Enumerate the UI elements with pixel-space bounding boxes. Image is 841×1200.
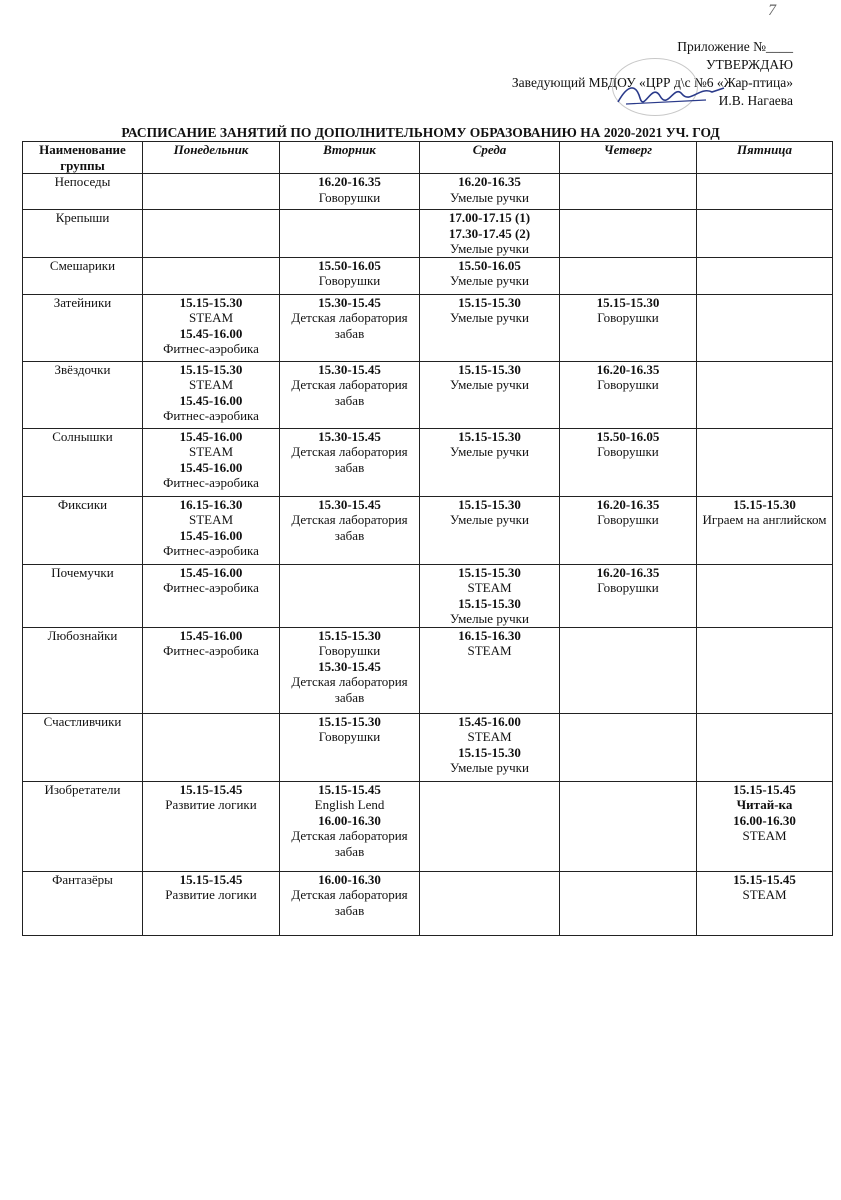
lesson-time: 16.00-16.30 [733,812,796,828]
lesson-time: 15.50-16.05 [458,257,521,273]
lesson-time: 16.00-16.30 [318,812,381,828]
schedule-cell [697,294,833,361]
group-name-cell: Смешарики [23,257,143,294]
lesson-name: Детская лаборатория забав [291,377,408,408]
lesson-time: 15.15-15.30 [458,428,521,444]
schedule-cell [143,257,280,294]
lesson-time: 16.00-16.30 [318,871,381,887]
lesson-time: 15.45-16.00 [179,527,243,543]
lesson-name: Умелые ручки [450,611,529,626]
schedule-cell [560,627,697,713]
lesson-time: 15.15-15.30 [733,496,796,512]
schedule-cell [560,210,697,258]
schedule-cell [697,210,833,258]
lesson-name: Говорушки [597,580,659,595]
lesson-name: Говорушки [597,512,659,527]
group-name-cell: Любознайки [23,627,143,713]
schedule-cell [697,496,833,564]
lesson-time: 16.20-16.35 [596,496,660,512]
page-number-mark: 7 [768,2,776,19]
schedule-cell [420,294,560,361]
schedule-cell [420,428,560,496]
schedule-cell [280,713,420,781]
group-name-cell: Солнышки [23,428,143,496]
schedule-cell [280,361,420,428]
lesson-time: 16.20-16.35 [596,361,660,377]
lesson-name: Играем на английском [702,512,827,527]
lesson-time: 15.15-15.45 [179,871,243,887]
schedule-cell [420,627,560,713]
lesson-name: Говорушки [597,444,659,459]
group-name-cell: Крепыши [23,210,143,258]
lesson-name: Говорушки [318,189,381,205]
schedule-cell [420,564,560,627]
lesson-time: 15.30-15.45 [318,658,381,674]
column-header: Пятница [697,142,833,174]
schedule-cell [560,174,697,210]
lesson-name: Умелые ручки [450,241,529,256]
schedule-cell [560,257,697,294]
table-header-row [23,142,833,174]
lesson-time: 17.30-17.45 (2) [448,225,531,241]
lesson-name: Детская лаборатория забав [291,674,408,705]
lesson-name: Фитнес-аэробика [163,341,259,356]
lesson-time: 15.15-15.30 [458,294,521,310]
table-row [23,713,833,781]
schedule-cell [143,627,280,713]
column-header: Понедельник [143,142,280,174]
schedule-cell [280,627,420,713]
schedule-cell [143,210,280,258]
schedule-cell [420,210,560,258]
schedule-cell [420,257,560,294]
lesson-time: 15.45-16.00 [179,564,243,580]
schedule-cell [560,496,697,564]
schedule-cell [697,564,833,627]
table-row [23,564,833,627]
lesson-time: 16.20-16.35 [458,174,521,189]
lesson-name: Детская лаборатория забав [291,887,408,918]
lesson-time: 15.45-16.00 [458,713,521,729]
lesson-name: Умелые ручки [450,444,529,459]
lesson-name: STEAM [188,512,234,527]
column-header: Вторник [280,142,420,174]
schedule-cell [143,564,280,627]
group-name-cell: Непоседы [23,174,143,210]
schedule-cell [697,257,833,294]
schedule-cell [280,871,420,935]
table-row [23,428,833,496]
page-title: РАСПИСАНИЕ ЗАНЯТИЙ ПО ДОПОЛНИТЕЛЬНОМУ ОБРАЗОВАНИЮ НА 2020-2021 УЧ. ГОД [121,125,720,140]
table-row [23,174,833,210]
lesson-name: STEAM [467,580,512,595]
schedule-cell [143,496,280,564]
schedule-cell [560,294,697,361]
lesson-name: Говорушки [597,310,659,325]
lesson-name: Фитнес-аэробика [163,475,259,490]
lesson-name: STEAM [188,444,234,459]
schedule-cell [697,627,833,713]
group-name-cell: Фиксики [23,496,143,564]
table-row [23,210,833,258]
schedule-cell [143,174,280,210]
schedule-cell [280,210,420,258]
lesson-name: Умелые ручки [450,377,529,392]
schedule-cell [143,428,280,496]
lesson-name: Умелые ручки [450,273,529,288]
schedule-cell [280,257,420,294]
lesson-time: 16.15-16.30 [458,627,521,643]
lesson-name: Фитнес-аэробика [163,543,259,558]
table-row [23,257,833,294]
schedule-cell [560,361,697,428]
schedule-cell [697,361,833,428]
lesson-name: Говорушки [318,729,381,744]
lesson-time: Читай-ка [736,797,793,812]
lesson-time: 15.15-15.30 [318,713,381,729]
lesson-time: 15.45-16.00 [179,325,243,341]
schedule-cell [697,871,833,935]
lesson-name: Умелые ручки [450,189,529,205]
schedule-cell [697,713,833,781]
schedule-cell [280,781,420,871]
lesson-time: 16.15-16.30 [179,496,243,512]
schedule-cell [143,713,280,781]
schedule-cell [420,361,560,428]
group-name-cell: Изобретатели [23,781,143,871]
lesson-name: Развитие логики [165,797,257,812]
group-name-cell: Звёздочки [23,361,143,428]
schedule-cell [697,428,833,496]
schedule-cell [560,781,697,871]
lesson-time: 15.50-16.05 [596,428,660,444]
lesson-name: Говорушки [597,377,659,392]
lesson-name: STEAM [467,729,512,744]
schedule-cell [560,564,697,627]
schedule-cell [280,294,420,361]
lesson-name: Фитнес-аэробика [163,408,259,423]
lesson-time: 16.20-16.35 [596,564,660,580]
group-name-cell: Затейники [23,294,143,361]
table-row [23,871,833,935]
lesson-time: 15.15-15.30 [179,294,243,310]
lesson-time: 15.15-15.30 [179,361,243,377]
lesson-time: 15.50-16.05 [318,257,381,273]
schedule-cell [420,713,560,781]
schedule-cell [280,428,420,496]
schedule-cell [280,496,420,564]
lesson-time: 15.30-15.45 [318,361,381,377]
lesson-time: 16.20-16.35 [318,174,381,189]
lesson-time: 15.15-15.45 [179,781,243,797]
group-name-cell: Фантазёры [23,871,143,935]
schedule-cell [280,564,420,627]
lesson-name: Детская лаборатория забав [291,512,408,543]
lesson-time: 15.30-15.45 [318,496,381,512]
lesson-name: English Lend [314,797,385,812]
schedule-cell [560,871,697,935]
lesson-time: 15.15-15.30 [458,744,521,760]
group-name-cell: Счастливчики [23,713,143,781]
lesson-name: STEAM [188,310,234,325]
approve-line: УТВЕРЖДАЮ [705,57,793,72]
lesson-time: 15.15-15.30 [458,564,521,580]
schedule-cell [560,428,697,496]
table-row [23,361,833,428]
lesson-time: 15.45-16.00 [179,459,243,475]
lesson-name: Говорушки [318,643,381,658]
schedule-cell [420,781,560,871]
lesson-name: STEAM [188,377,234,392]
schedule-cell [697,781,833,871]
lesson-time: 15.15-15.30 [458,361,521,377]
schedule-cell [143,361,280,428]
lesson-name: Детская лаборатория забав [291,828,408,859]
lesson-time: 15.45-16.00 [179,392,243,408]
lesson-time: 15.15-15.45 [733,781,796,797]
lesson-name: Умелые ручки [450,512,529,527]
table-row [23,627,833,713]
schedule-cell [560,713,697,781]
lesson-time: 15.15-15.30 [596,294,660,310]
lesson-time: 15.15-15.45 [733,871,796,887]
table-row [23,496,833,564]
schedule-cell [697,174,833,210]
signature-icon [616,78,726,108]
lesson-name: Умелые ручки [450,310,529,325]
lesson-name: Развитие логики [165,887,257,902]
lesson-name: STEAM [467,643,512,658]
lesson-time: 15.30-15.45 [318,428,381,444]
head-name: И.В. Нагаева [718,93,793,108]
lesson-time: 15.45-16.00 [179,428,243,444]
lesson-name: Фитнес-аэробика [163,580,259,595]
group-name-cell: Почемучки [23,564,143,627]
schedule-cell [420,871,560,935]
lesson-name: Говорушки [318,273,381,288]
lesson-name: Детская лаборатория забав [291,310,408,341]
schedule-cell [143,294,280,361]
lesson-name: Фитнес-аэробика [163,643,259,658]
table-row [23,294,833,361]
schedule-cell [420,174,560,210]
appendix-line: Приложение №____ [677,39,793,54]
lesson-time: 15.15-15.30 [458,496,521,512]
lesson-time: 15.15-15.30 [458,595,521,611]
schedule-cell [143,781,280,871]
lesson-name: STEAM [742,887,787,902]
column-header: Наименование группы [23,142,143,174]
lesson-time: 15.45-16.00 [179,627,243,643]
column-header: Четверг [560,142,697,174]
head-line: Заведующий МБДОУ «ЦРР д\с №6 «Жар-птица» [511,75,793,90]
lesson-time: 15.30-15.45 [318,294,381,310]
lesson-name: Умелые ручки [450,760,529,775]
lesson-time: 15.15-15.30 [318,627,381,643]
lesson-time: 17.00-17.15 (1) [448,210,531,225]
schedule-cell [143,871,280,935]
schedule-cell [280,174,420,210]
column-header: Среда [420,142,560,174]
lesson-name: STEAM [742,828,787,843]
lesson-name: Детская лаборатория забав [291,444,408,475]
schedule-table [22,141,833,936]
table-row [23,781,833,871]
lesson-time: 15.15-15.45 [318,781,381,797]
schedule-cell [420,496,560,564]
